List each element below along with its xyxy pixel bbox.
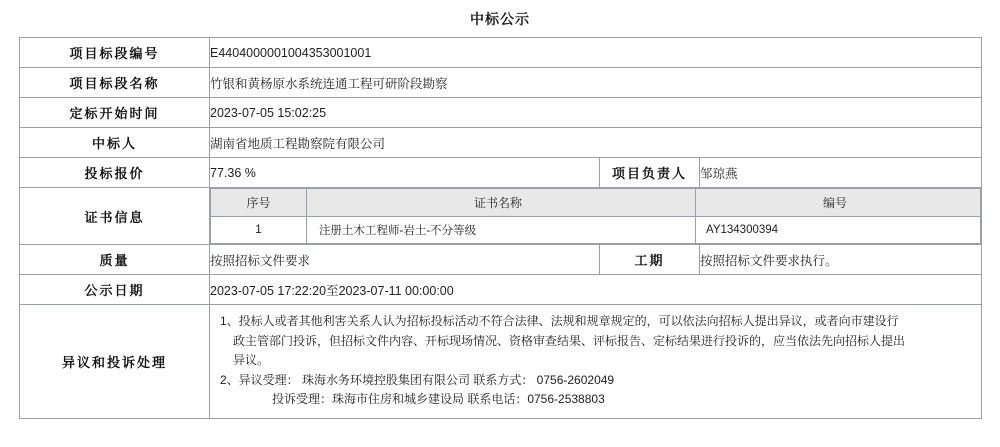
label-certificate: 证书信息 (20, 188, 210, 245)
label-winner: 中标人 (20, 128, 210, 158)
value-duration: 按照招标文件要求执行。 (700, 245, 982, 275)
objection-line-1: 1、投标人或者其他利害关系人认为招标投标活动不符合法律、法规和规章规定的，可以依法向招标人提出异议，或者向市建设行 (220, 314, 899, 328)
certificate-table (210, 188, 981, 244)
certificate-cell (210, 188, 982, 245)
label-duration: 工期 (600, 245, 700, 275)
label-quality: 质量 (20, 245, 210, 275)
certificate-header-no: 序号 (211, 189, 307, 217)
label-bid-price: 投标报价 (20, 158, 210, 188)
table-row-publicity-date (20, 275, 982, 305)
label-publicity-date: 公示日期 (20, 275, 210, 305)
label-project-manager: 项目负责人 (600, 158, 700, 188)
value-publicity-date: 2023-07-05 17:22:20至2023-07-11 00:00:00 (210, 275, 982, 305)
objection-text (210, 305, 981, 418)
bid-result-table (19, 37, 982, 419)
label-bid-decision-time: 定标开始时间 (20, 98, 210, 128)
table-row-bid-price (20, 158, 982, 188)
label-objection: 异议和投诉处理 (20, 305, 210, 419)
objection-line-5: 投诉受理：珠海市住房和城乡建设局 联系电话：0756-2538803 (272, 392, 605, 407)
objection-cell (210, 305, 982, 419)
certificate-cell-no: 1 (211, 217, 307, 244)
table-row-project-name (20, 68, 982, 98)
objection-line-3: 异议。 (233, 353, 270, 368)
value-quality: 按照招标文件要求 (210, 245, 600, 275)
label-project-code: 项目标段编号 (20, 38, 210, 68)
value-project-manager: 邹琼燕 (700, 158, 982, 188)
value-winner: 湖南省地质工程勘察院有限公司 (210, 128, 982, 158)
value-bid-decision-time: 2023-07-05 15:02:25 (210, 98, 982, 128)
table-row-winner (20, 128, 982, 158)
table-row-objection (20, 305, 982, 419)
certificate-cell-code: AY134300394 (696, 217, 981, 244)
label-project-name: 项目标段名称 (20, 68, 210, 98)
certificate-header-row (211, 189, 981, 217)
table-row-certificate (20, 188, 982, 245)
value-bid-price: 77.36 % (210, 158, 600, 188)
objection-line-2: 政主管部门投诉，但招标文件内容、开标现场情况、资格审查结果、评标报告、定标结果进行投诉的，应当依法先向招标人提出 (233, 333, 906, 348)
value-project-code: E4404000001004353001001 (210, 38, 982, 68)
certificate-row (211, 217, 981, 244)
page-title: 中标公示 (470, 11, 530, 27)
table-row-bid-decision-time (20, 98, 982, 128)
certificate-header-name: 证书名称 (307, 189, 696, 217)
value-project-name: 竹银和黄杨原水系统连通工程可研阶段勘察 (210, 68, 982, 98)
table-row-quality-duration (20, 245, 982, 275)
table-row-project-code (20, 38, 982, 68)
certificate-cell-name: 注册土木工程师-岩土-不分等级 (307, 217, 696, 244)
certificate-header-code: 编号 (696, 189, 981, 217)
objection-line-4: 2、异议受理： 珠海水务环境控股集团有限公司 联系方式： 0756-2602049 (220, 372, 615, 387)
